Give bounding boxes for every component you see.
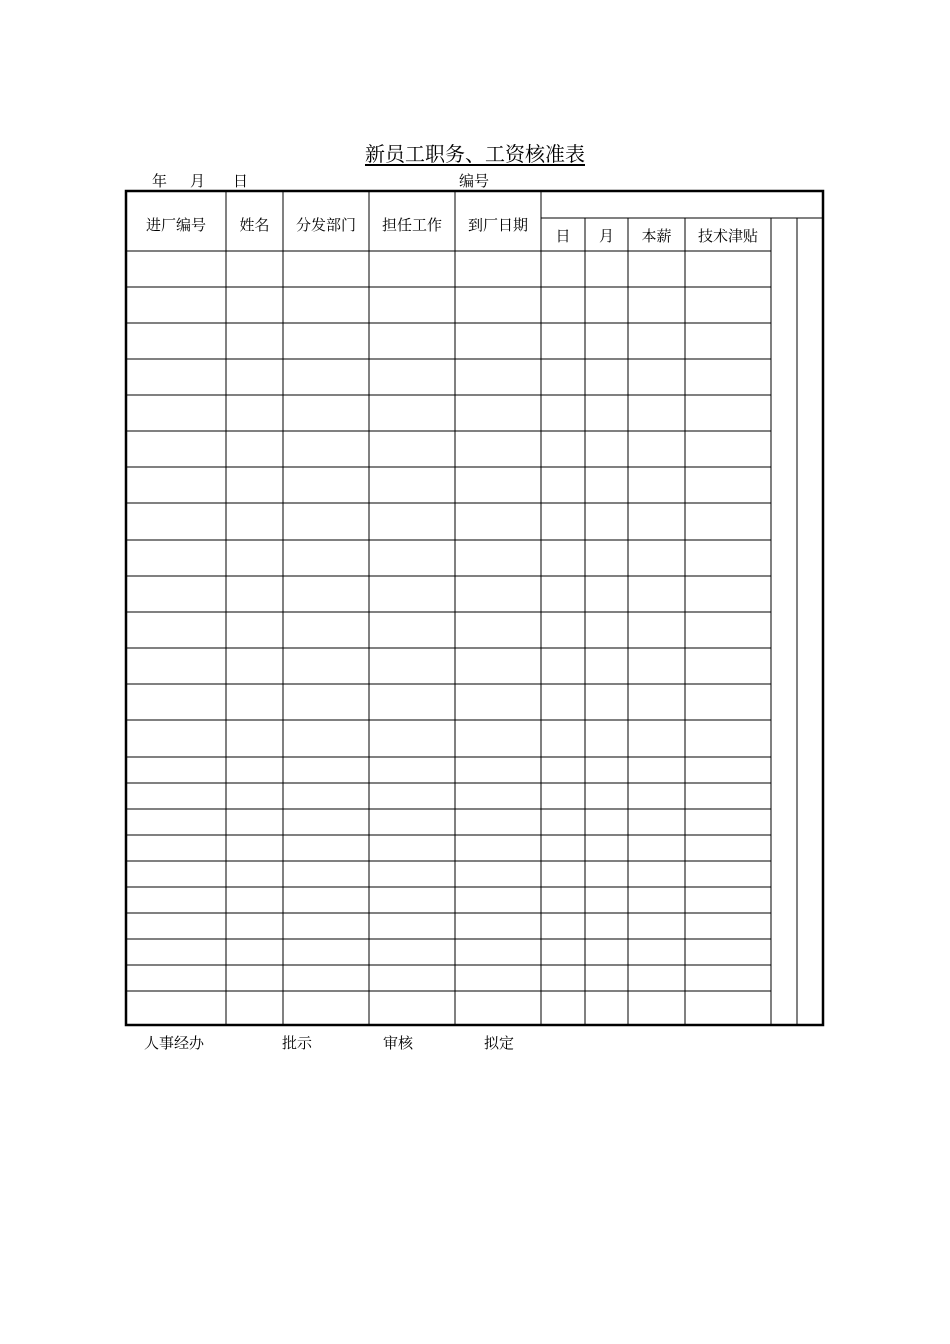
footer-approve: 批示 [282, 1034, 313, 1052]
number-label: 编号 [459, 172, 490, 190]
date-year: 年 [152, 172, 168, 190]
date-month: 月 [190, 172, 206, 190]
column-header: 担任工作 [381, 216, 443, 234]
sub-column-header: 月 [598, 227, 615, 245]
footer-hr: 人事经办 [144, 1034, 205, 1052]
column-header: 姓名 [239, 216, 270, 234]
footer-draft: 拟定 [484, 1034, 515, 1052]
column-header: 分发部门 [295, 216, 357, 234]
table-border [126, 191, 823, 1025]
sub-column-header: 技术津贴 [697, 227, 759, 245]
footer-review: 审核 [383, 1034, 414, 1052]
date-day: 日 [233, 172, 249, 190]
sub-column-header: 本薪 [641, 227, 672, 245]
column-header: 到厂日期 [467, 216, 529, 234]
form-title-text: 新员工职务、工资核准表 [365, 142, 585, 166]
sub-column-header: 日 [555, 227, 571, 245]
column-header: 进厂编号 [145, 216, 207, 234]
